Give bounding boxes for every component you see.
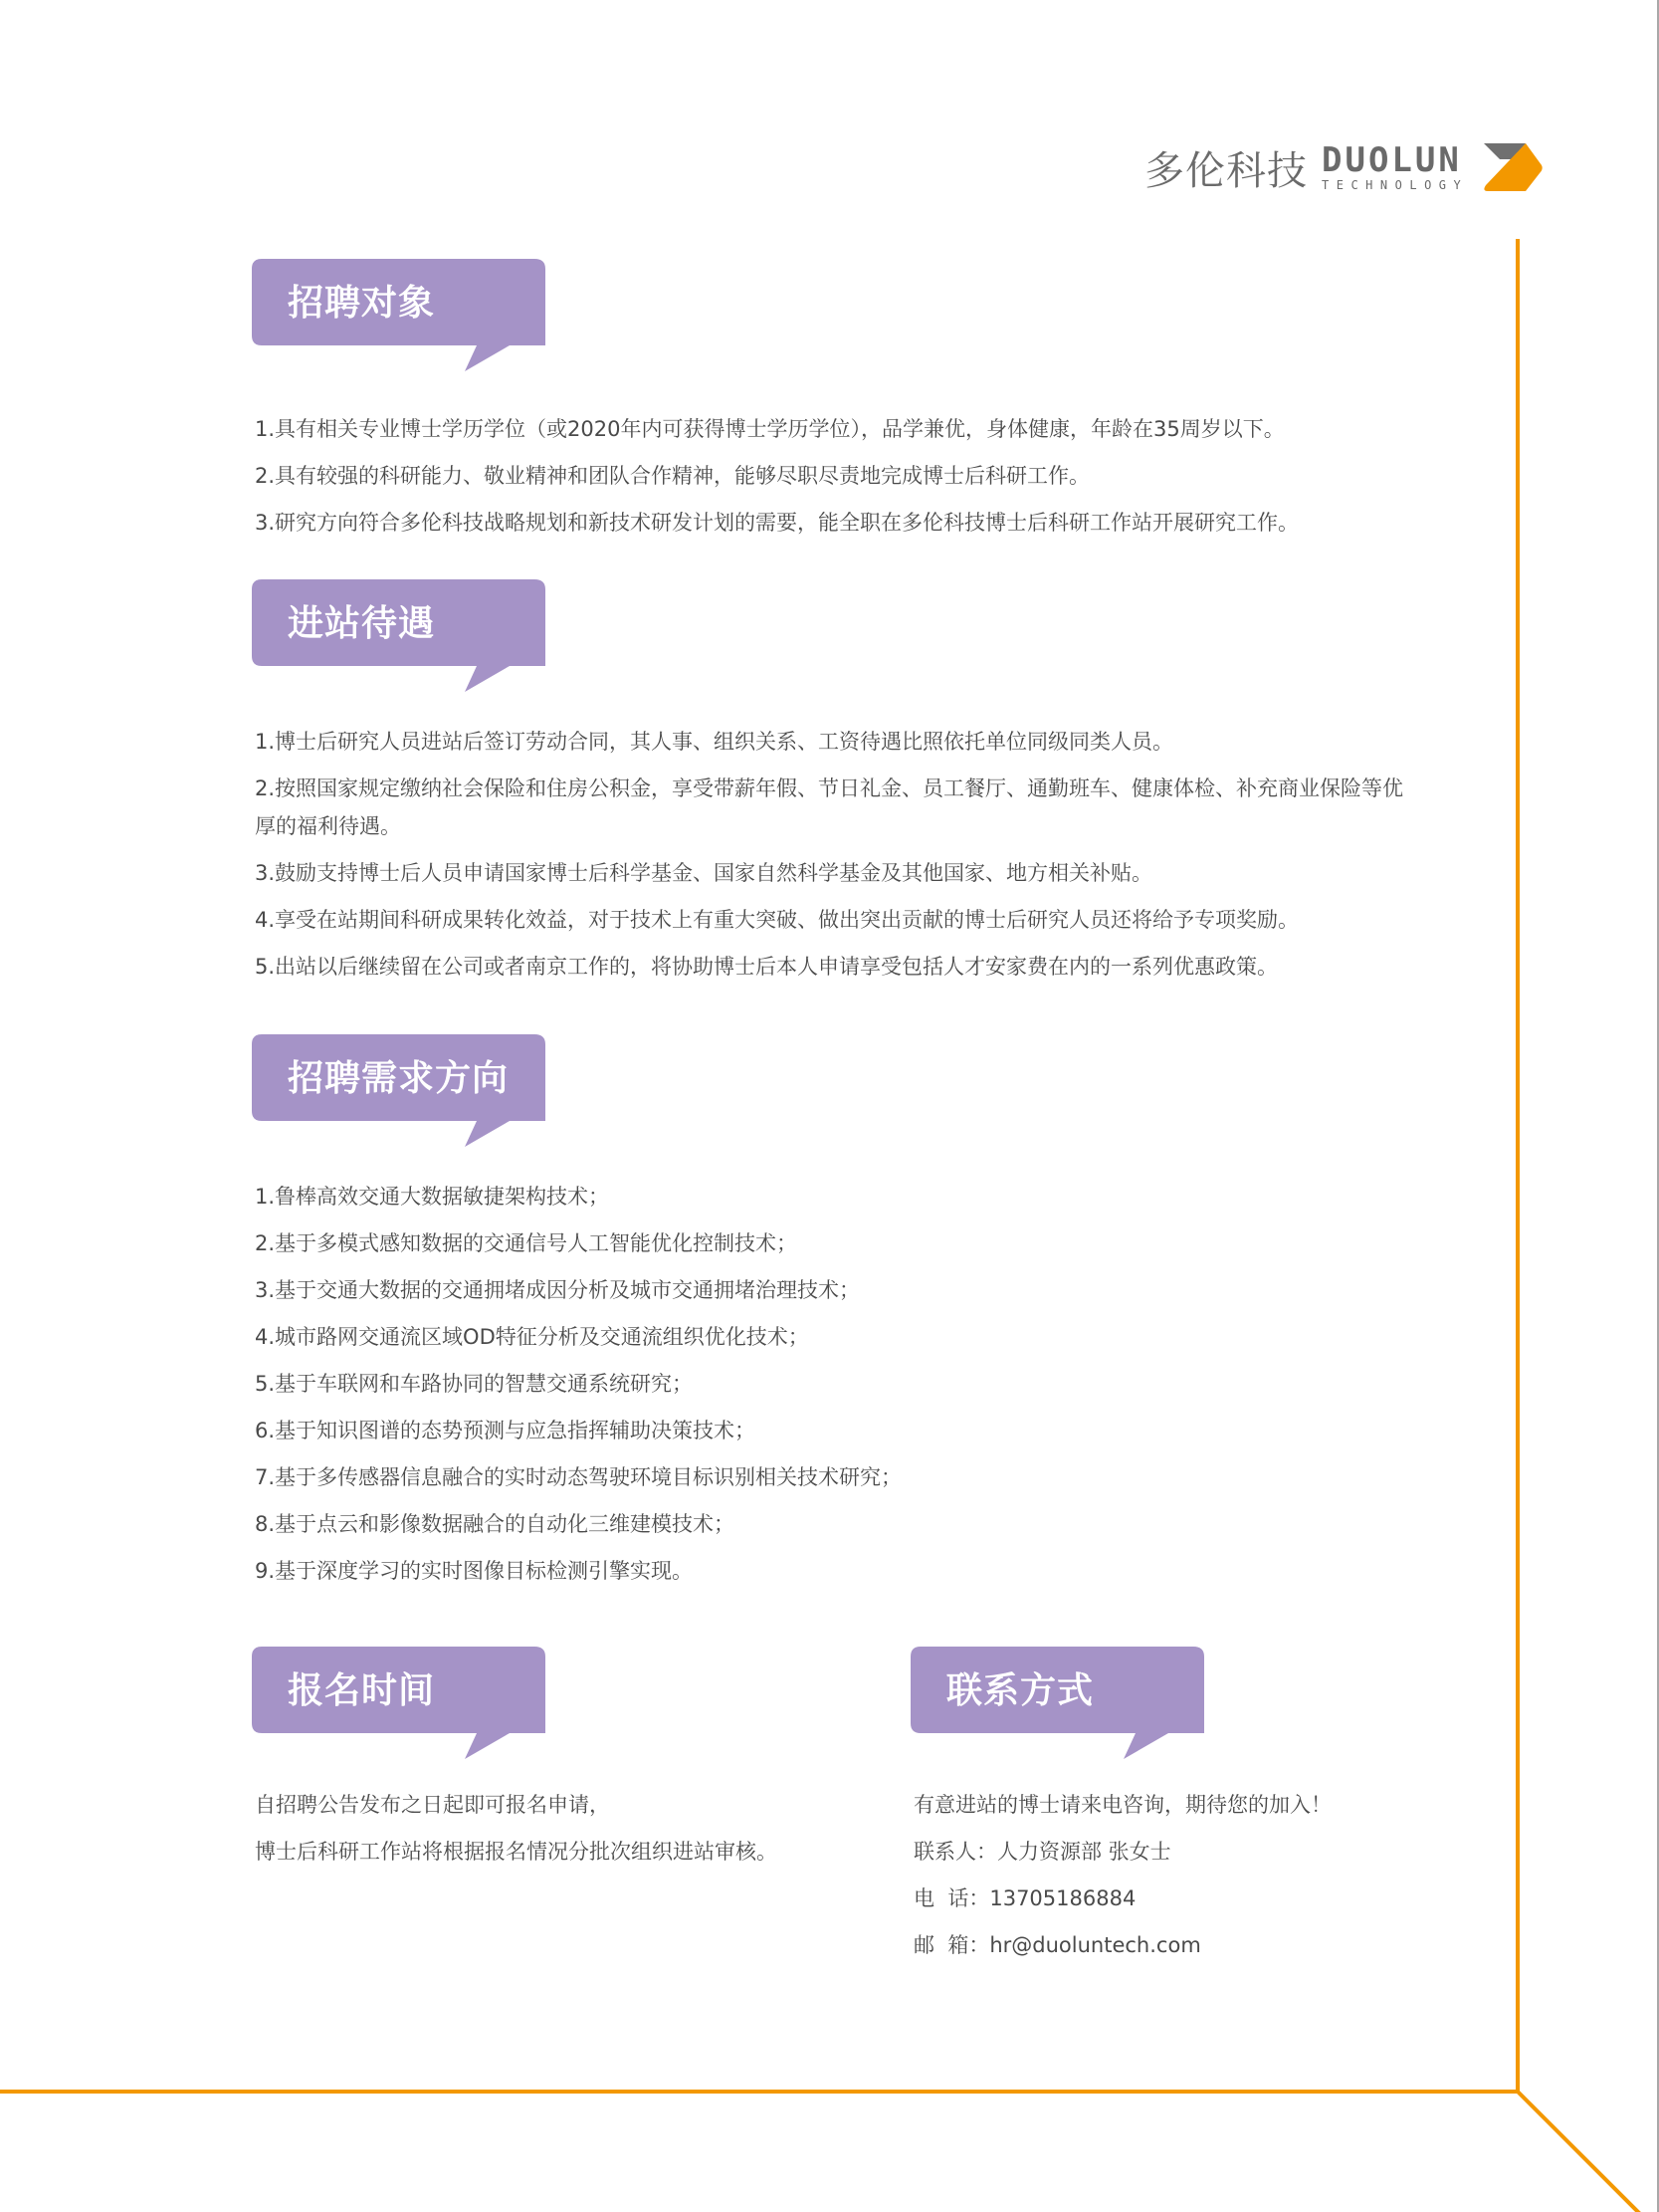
section-label-target <box>252 259 546 374</box>
section-title: 招聘对象 <box>288 283 436 324</box>
list-item: 自招聘公告发布之日起即可报名申请， <box>255 1793 610 1817</box>
section-label-contact <box>911 1647 1205 1762</box>
list-item: 2.具有较强的科研能力、敬业精神和团队合作精神，能够尽职尽责地完成博士后科研工作。 <box>255 464 1091 488</box>
contact-intro: 有意进站的博士请来电咨询，期待您的加入！ <box>914 1793 1332 1817</box>
list-item: 2.基于多模式感知数据的交通信号人工智能优化控制技术； <box>255 1231 798 1255</box>
list-item: 1.具有相关专业博士学历学位（或2020年内可获得博士学历学位），品学兼优，身体健康，年龄在35周岁以下。 <box>255 417 1285 441</box>
contact-person: 联系人：人力资源部 张女士 <box>914 1840 1171 1864</box>
section-label-registration <box>252 1647 546 1762</box>
list-item: 1.鲁棒高效交通大数据敏捷架构技术； <box>255 1185 610 1209</box>
section-label-directions <box>252 1034 546 1150</box>
logo-mark-icon <box>1478 139 1544 195</box>
section-title: 报名时间 <box>288 1670 436 1711</box>
section-title: 联系方式 <box>946 1670 1095 1711</box>
company-logo <box>1144 137 1544 197</box>
contact-info <box>914 1782 1332 1969</box>
section-title: 进站待遇 <box>288 603 436 644</box>
contact-email: 邮 箱：hr@duoluntech.com <box>914 1933 1201 1957</box>
list-item: 1.博士后研究人员进站后签订劳动合同，其人事、组织关系、工资待遇比照依托单位同级同类人员。 <box>255 730 1174 754</box>
list-item: 7.基于多传感器信息融合的实时动态驾驶环境目标识别相关技术研究； <box>255 1465 903 1489</box>
directions-list <box>255 1174 902 1595</box>
benefits-list <box>255 719 1409 991</box>
list-item: 5.基于车联网和车路协同的智慧交通系统研究； <box>255 1372 694 1396</box>
logo-english <box>1322 140 1469 192</box>
list-item: 9.基于深度学习的实时图像目标检测引擎实现。 <box>255 1559 694 1583</box>
section-title: 招聘需求方向 <box>288 1058 510 1099</box>
list-item: 6.基于知识图谱的态势预测与应急指挥辅助决策技术； <box>255 1419 756 1442</box>
list-item: 4.享受在站期间科研成果转化效益，对于技术上有重大突破、做出突出贡献的博士后研究人员还将给予专项奖励。 <box>255 908 1300 932</box>
target-list <box>255 406 1299 547</box>
list-item: 8.基于点云和影像数据融合的自动化三维建模技术； <box>255 1512 735 1536</box>
list-item: 3.鼓励支持博士后人员申请国家博士后科学基金、国家自然科学基金及其他国家、地方相关补贴。 <box>255 861 1153 885</box>
list-item: 博士后科研工作站将根据报名情况分批次组织进站审核。 <box>255 1840 777 1864</box>
logo-english-name: DUOLUN <box>1322 140 1462 180</box>
logo-english-subtitle: TECHNOLOGY <box>1322 178 1469 192</box>
logo-chinese-name: 多伦科技 <box>1144 147 1308 194</box>
section-label-benefits <box>252 579 546 695</box>
contact-phone: 电 话：13705186884 <box>914 1886 1137 1910</box>
list-item: 4.城市路网交通流区域OD特征分析及交通流组织优化技术； <box>255 1325 809 1349</box>
list-item: 3.研究方向符合多伦科技战略规划和新技术研发计划的需要，能全职在多伦科技博士后科研工作站开展研究工作。 <box>255 511 1300 535</box>
list-item: 5.出站以后继续留在公司或者南京工作的，将协助博士后本人申请享受包括人才安家费在内的一系列优惠政策。 <box>255 955 1279 979</box>
registration-text <box>255 1782 777 1876</box>
list-item: 3.基于交通大数据的交通拥堵成因分析及城市交通拥堵治理技术； <box>255 1278 861 1302</box>
list-item: 2.按照国家规定缴纳社会保险和住房公积金，享受带薪年假、节日礼金、员工餐厅、通勤班车、健康体检、补充商业保险等优厚的福利待遇。 <box>255 776 1404 838</box>
